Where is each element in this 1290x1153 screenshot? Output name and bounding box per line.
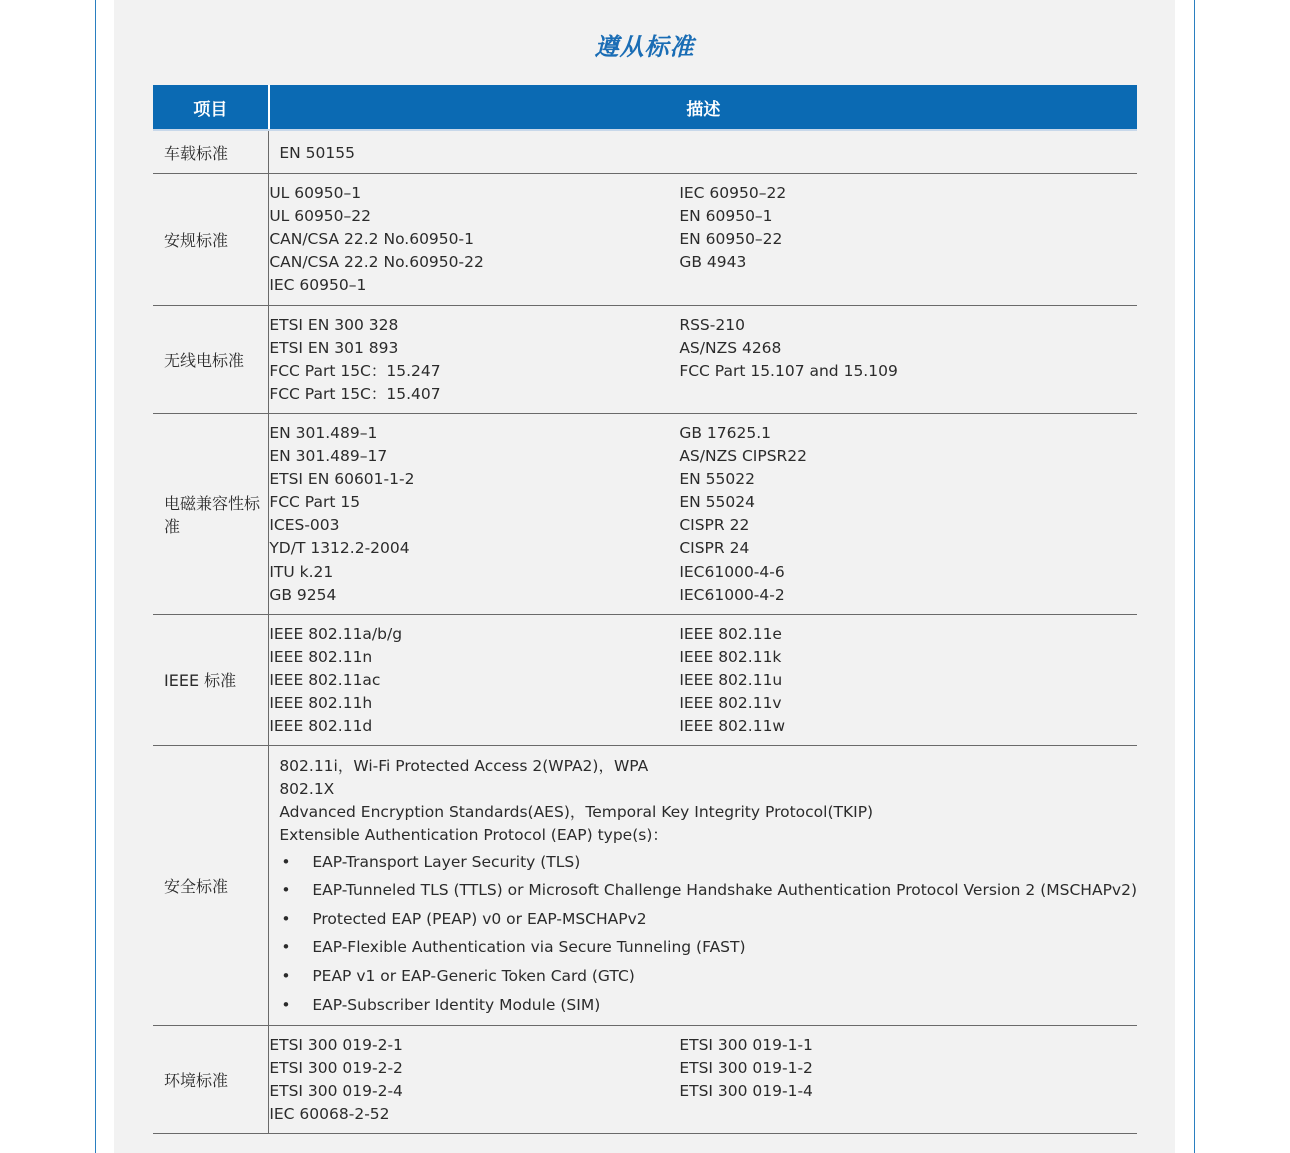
description-line: EN 55022	[679, 470, 755, 489]
description-line: AS/NZS 4268	[679, 338, 782, 357]
description-line: EN 60950–1	[679, 207, 773, 226]
row-description	[269, 174, 1137, 305]
description-line: EN 301.489–1	[269, 423, 378, 442]
description-column-right	[679, 182, 1137, 297]
list-item	[279, 876, 1137, 905]
description-line: FCC Part 15C：15.407	[269, 384, 441, 403]
row-item-label: 环境标准	[153, 1026, 269, 1134]
list-item	[279, 962, 1137, 991]
bullet-list	[279, 848, 1137, 1020]
table-row	[153, 413, 1137, 614]
description-line: IEC61000-4-2	[679, 585, 785, 604]
description-line: ETSI 300 019-2-1	[269, 1036, 403, 1055]
description-line: IEEE 802.11d	[269, 717, 373, 736]
description-line: FCC Part 15	[269, 493, 361, 512]
row-description	[269, 1026, 1137, 1134]
description-line: 802.11i，Wi-Fi Protected Access 2(WPA2)，WPA	[279, 757, 649, 776]
description-line: EN 55024	[679, 493, 755, 512]
description-columns	[269, 414, 1137, 614]
bullet-icon: •	[281, 938, 291, 957]
description-line: ITU k.21	[269, 562, 334, 581]
row-description	[269, 746, 1137, 1026]
bullet-icon: •	[281, 852, 291, 871]
description-line: IEEE 802.11w	[679, 717, 786, 736]
bullet-text: EAP-Flexible Authentication via Secure Tunneling (FAST)	[312, 938, 746, 957]
table-row	[153, 305, 1137, 413]
table-row	[153, 130, 1137, 174]
description-line: ETSI 300 019-1-2	[679, 1059, 813, 1078]
description-line: ICES-003	[269, 516, 340, 535]
description-line: ETSI EN 300 328	[269, 315, 399, 334]
list-item	[279, 991, 1137, 1020]
table-row	[153, 174, 1137, 305]
description-column-right	[679, 623, 1137, 738]
bullet-icon: •	[281, 881, 291, 900]
description-column-right	[679, 422, 1137, 607]
description-line: IEC61000-4-6	[679, 562, 785, 581]
row-description	[269, 305, 1137, 413]
row-item-label: IEEE 标准	[153, 614, 269, 745]
row-description	[269, 413, 1137, 614]
description-line: EN 301.489–17	[269, 447, 388, 466]
page-title: 遵从标准	[594, 33, 695, 61]
list-item	[279, 905, 1137, 934]
description-column-left	[269, 422, 679, 607]
description-line: IEEE 802.11e	[679, 624, 782, 643]
description-line: IEC 60950–22	[679, 184, 787, 203]
description-line: UL 60950–1	[269, 184, 362, 203]
description-line: IEEE 802.11a/b/g	[269, 624, 403, 643]
bullet-icon: •	[281, 995, 291, 1014]
table-row	[153, 746, 1137, 1026]
description-columns	[269, 174, 1137, 304]
description-line: ETSI EN 301 893	[269, 338, 399, 357]
description-columns	[269, 1026, 1137, 1133]
description-line: IEEE 802.11v	[679, 693, 782, 712]
content-panel	[114, 0, 1175, 1153]
description-line: GB 4943	[679, 253, 747, 272]
description-line: ETSI 300 019-1-1	[679, 1036, 813, 1055]
description-line: EN 60950–22	[679, 230, 783, 249]
description-line: ETSI 300 019-2-4	[269, 1082, 403, 1101]
description-line: ETSI 300 019-2-2	[269, 1059, 403, 1078]
row-item-label: 车载标准	[153, 130, 269, 174]
description-line: FCC Part 15.107 and 15.109	[679, 361, 898, 380]
description-line: IEEE 802.11u	[679, 670, 783, 689]
bullet-icon: •	[281, 966, 291, 985]
description-line: RSS-210	[679, 315, 745, 334]
description-column-left	[269, 182, 679, 297]
bullet-text: PEAP v1 or EAP-Generic Token Card (GTC)	[312, 966, 635, 985]
description-line: CISPR 22	[679, 516, 750, 535]
description-column-left	[269, 623, 679, 738]
description-column-right	[679, 1034, 1137, 1126]
description-line: IEEE 802.11h	[269, 693, 373, 712]
row-item-label: 安规标准	[153, 174, 269, 305]
description-line: EN 50155	[279, 144, 355, 162]
description-columns	[269, 306, 1137, 413]
description-line: ETSI 300 019-1-4	[679, 1082, 813, 1101]
bullet-text: EAP-Subscriber Identity Module (SIM)	[312, 995, 601, 1014]
table-header-row	[153, 85, 1137, 130]
description-line: IEC 60950–1	[269, 276, 367, 295]
header-item: 项目	[153, 85, 269, 130]
description-line: IEC 60068-2-52	[269, 1105, 390, 1124]
row-item-label: 无线电标准	[153, 305, 269, 413]
bullet-text: EAP-Transport Layer Security (TLS)	[312, 852, 581, 871]
description-line: Extensible Authentication Protocol (EAP) type(s)：	[279, 826, 668, 845]
bullet-icon: •	[281, 909, 291, 928]
description-line: IEEE 802.11n	[269, 647, 373, 666]
header-description: 描述	[269, 85, 1137, 130]
description-line: GB 9254	[269, 585, 337, 604]
list-item	[279, 848, 1137, 877]
description-line: AS/NZS CIPSR22	[679, 447, 808, 466]
description-column-left	[269, 314, 679, 406]
table-row	[153, 614, 1137, 745]
description-line: UL 60950–22	[269, 207, 372, 226]
description-columns	[269, 615, 1137, 745]
row-item-label: 安全标准	[153, 746, 269, 1026]
description-list	[269, 746, 1137, 1025]
description-line: FCC Part 15C：15.247	[269, 361, 441, 380]
description-line: IEEE 802.11ac	[269, 670, 381, 689]
description-line: Advanced Encryption Standards(AES)，Temporal Key Integrity Protocol(TKIP)	[279, 803, 874, 822]
description-line: CISPR 24	[679, 539, 750, 558]
description-line: CAN/CSA 22.2 No.60950-1	[269, 230, 474, 249]
description-line: CAN/CSA 22.2 No.60950-22	[269, 253, 484, 272]
description-column-left	[269, 1034, 679, 1126]
standards-table	[153, 85, 1137, 1134]
description-line: ETSI EN 60601-1-2	[269, 470, 415, 489]
bullet-text: Protected EAP (PEAP) v0 or EAP-MSCHAPv2	[312, 909, 647, 928]
description-line: YD/T 1312.2-2004	[269, 539, 410, 558]
frame-border-left	[95, 0, 96, 1153]
frame-border-right	[1194, 0, 1195, 1153]
description-line: GB 17625.1	[679, 423, 771, 442]
row-description	[269, 614, 1137, 745]
description-column-right	[679, 314, 1137, 406]
table-row	[153, 1026, 1137, 1134]
description-line: 802.1X	[279, 780, 335, 799]
bullet-text: EAP-Tunneled TLS (TTLS) or Microsoft Challenge Handshake Authentication Protocol Version 2 (MSCHAPv2)	[312, 881, 1137, 900]
row-item-label: 电磁兼容性标准	[153, 413, 269, 614]
list-item	[279, 933, 1137, 962]
description-line: IEEE 802.11k	[679, 647, 782, 666]
description-list	[269, 131, 1137, 173]
row-description	[269, 130, 1137, 174]
